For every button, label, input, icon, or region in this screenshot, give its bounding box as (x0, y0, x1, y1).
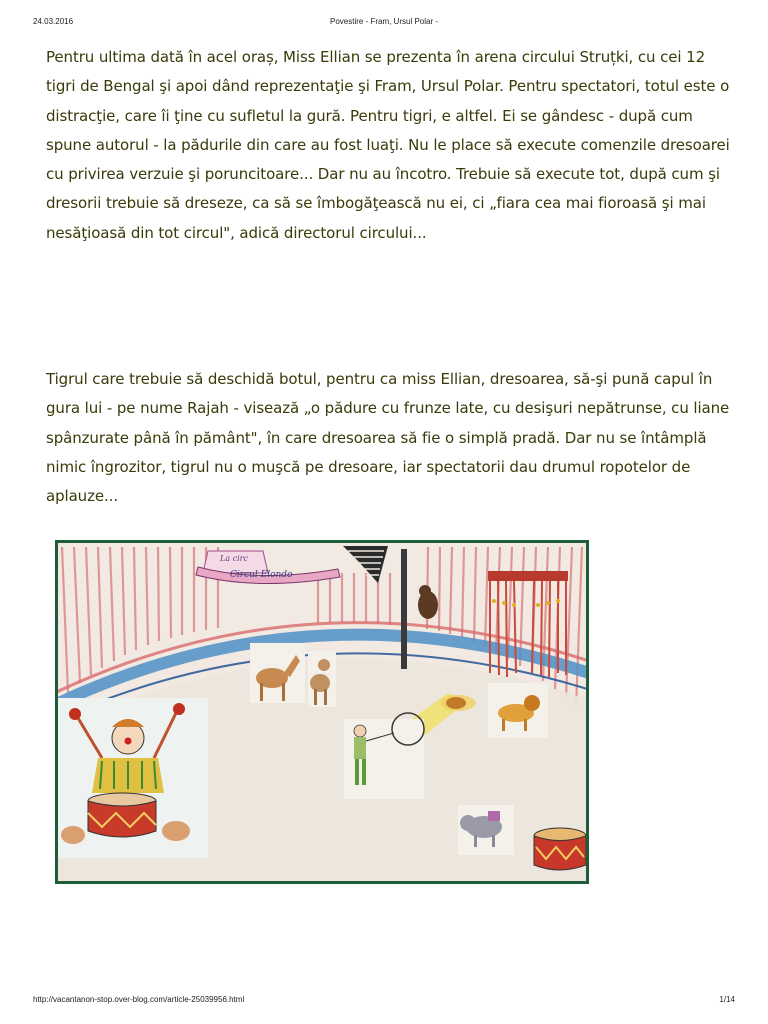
page-number: 1/14 (719, 995, 735, 1004)
elephant-illustration (458, 805, 514, 855)
trainer-illustration (344, 713, 424, 799)
lion-illustration (488, 683, 548, 738)
print-date: 24.03.2016 (33, 17, 74, 26)
banner-text: Circul Elondo (230, 570, 293, 580)
print-title: Povestire - Fram, Ursul Polar - (329, 17, 439, 26)
paragraph-1: Pentru ultima dată în acel oraș, Miss Ellian se prezenta în arena circului Struțki, cu cei 12 tigri de Bengal şi apoi dând reprezentaţie şi Fram, Ursul Polar. Pentru spectatori, totul este o distracţie, care îi ţine cu sufletul la gură. Pentru tigri, e altfel. Ei se gândesc - după cum spune autorul - la pădurile din care au fost luaţi. Nu le place să execute comenzile dresoarei cu privirea verzuie şi poruncitoare... Dar nu au încotro. Trebuie să execute tot, după cum şi dresorii trebuie să dreseze, ca să se îmbogăţească nu ei, ci „fiara cea mai fioroasă şi mai nesăţioasă din tot circul", adică directorul circului... (46, 48, 730, 242)
source-url: http://vacantanon-stop.over-blog.com/article-25039956.html (33, 995, 245, 1004)
paragraph-2: Tigrul care trebuie să deschidă botul, pentru ca miss Ellian, dresoarea, să-şi pună capul în gura lui - pe nume Rajah - visează „o pădure cu frunze late, cu desişuri nepătrunse, cu liane spânzurate până în pământ", în care dresoarea să fie o simplă pradă. Dar nu se întâmplă nimic îngrozitor, tigrul nu o muşcă pe dresoare, iar spectatorii dau drumul ropotelor de aplauze... (46, 370, 730, 506)
banner-small-text: La circ (220, 554, 248, 563)
circus-drawing (55, 540, 589, 884)
pedestal-illustration (534, 828, 586, 870)
horses-illustration (250, 643, 336, 707)
clown-illustration (58, 698, 208, 858)
